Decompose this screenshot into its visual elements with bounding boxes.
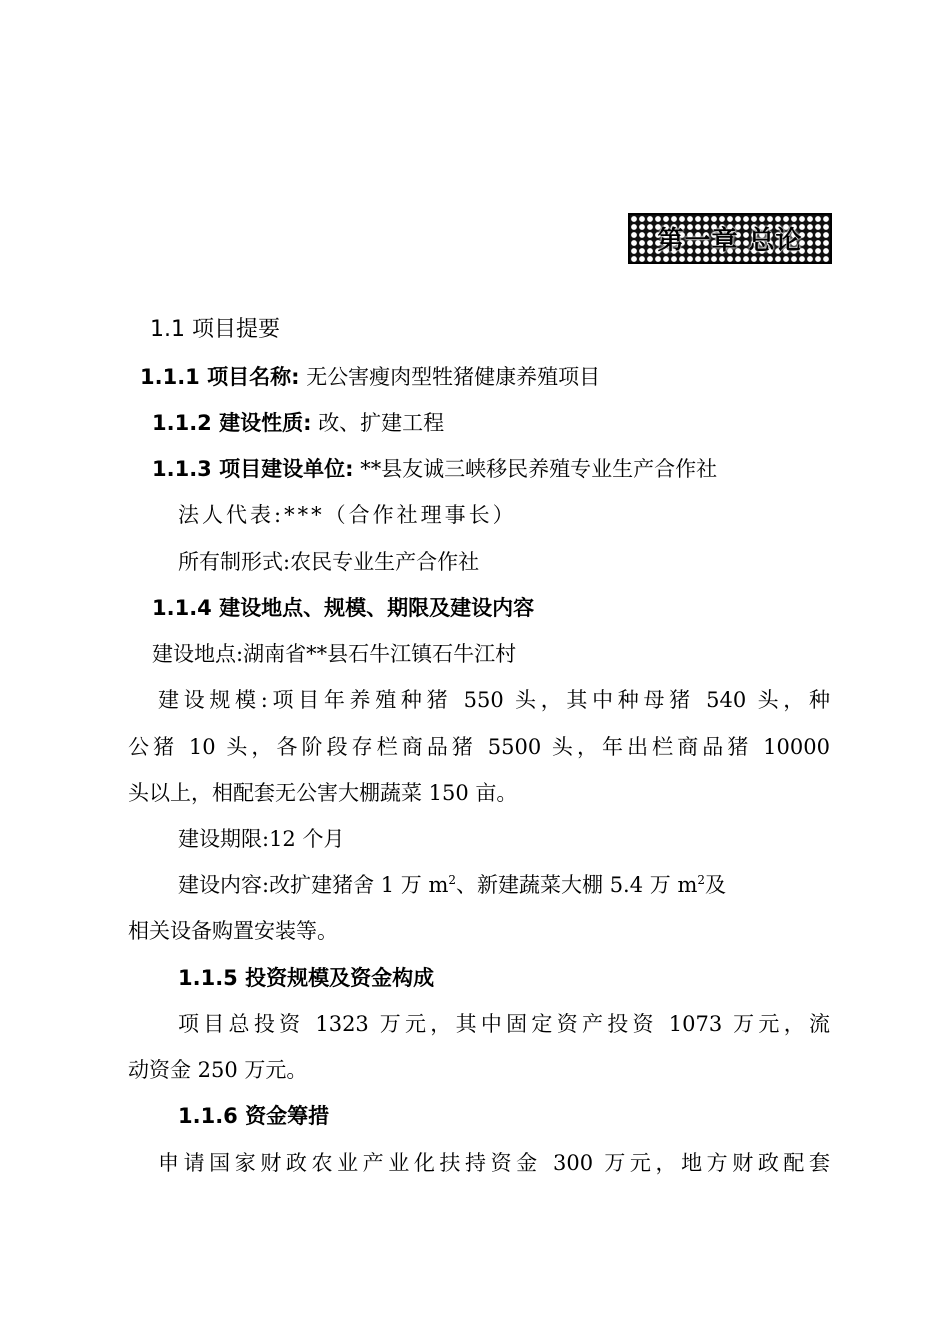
construction-content-part-a: 建设内容:改扩建猪舍 1 万 m [178,873,449,897]
construction-content-part-c: 及 [705,873,726,897]
construction-scale-line-1: 建设规模:项目年养殖种猪 550 头，其中种母猪 540 头，种 [158,688,830,712]
section-heading-1-1-5: 1.1.5 投资规模及资金构成 [178,966,435,990]
construction-nature-value: 改、扩建工程 [318,411,445,435]
construction-content-line-1 [178,871,726,899]
project-name-label: 1.1.1 项目名称: [140,365,300,389]
chapter-title-box [628,213,832,264]
investment-line-2: 动资金 250 万元。 [128,1058,308,1082]
section-heading-1-1-6: 1.1.6 资金筹措 [178,1104,330,1128]
ownership-form: 所有制形式:农民专业生产合作社 [178,550,480,574]
construction-location: 建设地点:湖南省**县石牛江镇石牛江村 [152,642,517,666]
builder-unit-value: **县友诚三峡移民养殖专业生产合作社 [360,457,718,481]
construction-period: 建设期限:12 个月 [178,827,345,851]
project-name-line [140,363,600,391]
funding-line-1: 申请国家财政农业产业化扶持资金 300 万元，地方财政配套 [158,1151,830,1175]
superscript-2: 2 [448,873,457,887]
legal-representative: 法人代表:***（合作社理事长） [178,503,517,527]
superscript-2: 2 [697,873,705,887]
construction-content-part-b: 、新建蔬菜大棚 5.4 万 m [456,873,698,897]
construction-nature-line [152,409,444,437]
builder-unit-line [152,455,717,483]
construction-content-line-2: 相关设备购置安装等。 [128,919,338,943]
construction-scale-line-2: 公猪 10 头，各阶段存栏商品猪 5500 头，年出栏商品猪 10000 [128,735,830,759]
investment-line-1: 项目总投资 1323 万元，其中固定资产投资 1073 万元，流 [178,1012,830,1036]
builder-unit-label: 1.1.3 项目建设单位: [152,457,354,481]
chapter-title: 第一章 总论 [657,226,803,256]
construction-nature-label: 1.1.2 建设性质: [152,411,312,435]
construction-scale-line-3: 头以上，相配套无公害大棚蔬菜 150 亩。 [128,781,518,805]
section-heading-1-1-4: 1.1.4 建设地点、规模、期限及建设内容 [152,596,535,620]
section-heading-1-1: 1.1 项目提要 [150,317,280,342]
project-name-value: 无公害瘦肉型牲猪健康养殖项目 [306,365,601,389]
